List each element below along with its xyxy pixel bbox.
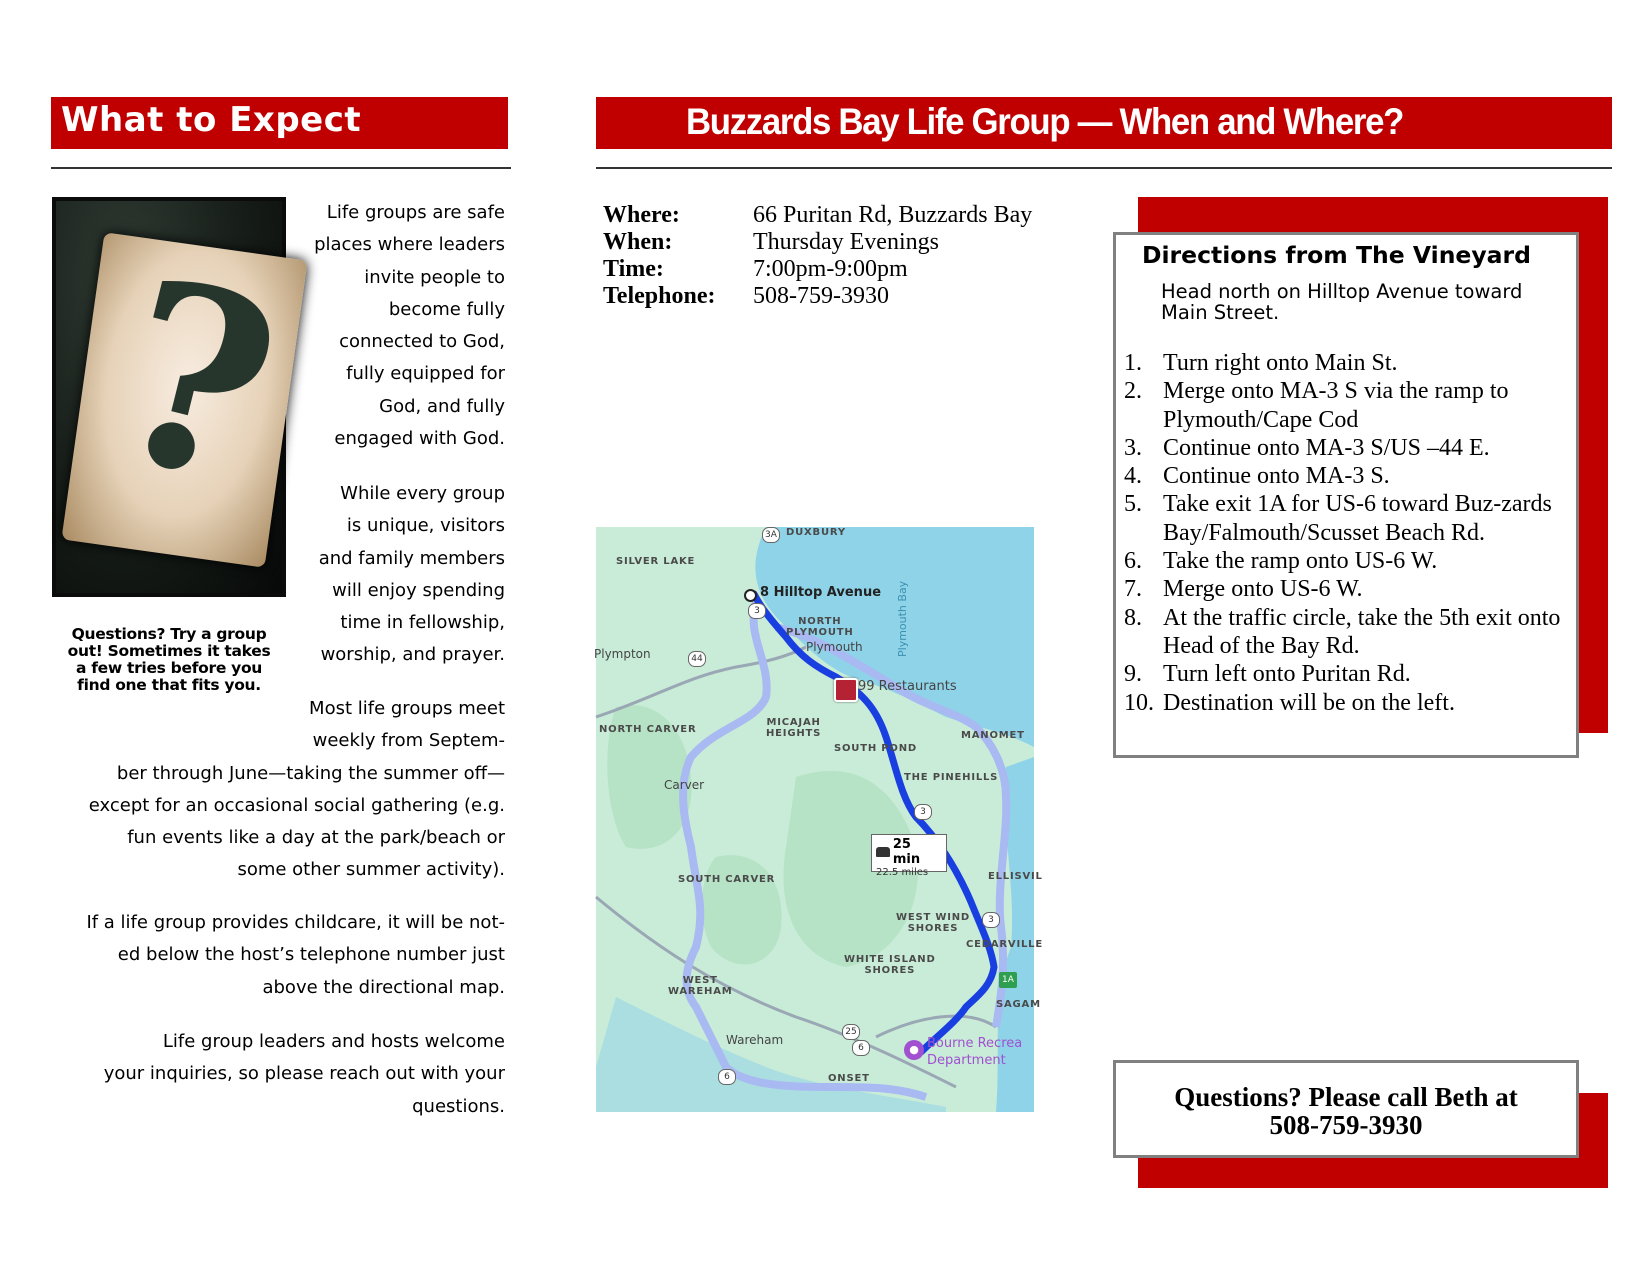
recreation-marker-icon[interactable]: ● xyxy=(904,1040,924,1060)
step-text: Merge onto US-6 W. xyxy=(1163,576,1363,603)
origin-label: 8 Hilltop Avenue xyxy=(760,585,882,600)
info-value: 508-759-3930 xyxy=(753,283,889,309)
paragraph-schedule xyxy=(89,693,505,887)
step-number: 4. xyxy=(1124,463,1142,490)
paragraph-intro xyxy=(314,197,505,455)
direction-step xyxy=(1124,434,1574,462)
destination-label[interactable] xyxy=(927,1035,1022,1069)
step-text: Destination will be on the left. xyxy=(1163,689,1455,716)
direction-step xyxy=(1124,660,1574,688)
exit-1a-sign-icon: 1A xyxy=(999,972,1017,988)
step-number: 5. xyxy=(1124,491,1142,518)
info-row-time xyxy=(603,256,1032,283)
direction-step xyxy=(1124,377,1574,434)
step-text: Continue onto MA-3 S. xyxy=(1163,463,1390,490)
direction-step xyxy=(1124,689,1574,717)
text-line: questions. xyxy=(412,1095,505,1117)
step-number: 9. xyxy=(1124,661,1142,688)
text-line: While every group xyxy=(340,483,505,504)
question-mark-image xyxy=(52,197,303,597)
step-number: 7. xyxy=(1124,576,1142,603)
when-where-banner xyxy=(596,97,1612,149)
text-line: above the directional map. xyxy=(262,976,505,998)
paragraph-unique xyxy=(319,478,505,672)
eta-time: 25 min xyxy=(892,837,921,867)
map-label: MICAJAH HEIGHTS xyxy=(766,717,822,739)
map-label: WEST WAREHAM xyxy=(668,975,733,997)
caption-line: find one that fits you. xyxy=(77,676,261,694)
text-line: fun events like a day at the park/beach or xyxy=(127,827,505,849)
direction-step xyxy=(1124,575,1574,603)
text-line: Life group leaders and hosts welcome xyxy=(162,1031,505,1052)
step-text: At the traffic circle, take the 5th exit onto Head of the Bay Rd. xyxy=(1163,604,1561,659)
restaurant-marker-icon[interactable] xyxy=(834,678,858,702)
questions-callout xyxy=(1113,1060,1579,1158)
text-line: ber through June—taking the summer off— xyxy=(116,762,505,784)
info-value: 66 Puritan Rd, Buzzards Bay xyxy=(753,202,1033,228)
map-water xyxy=(596,997,946,1112)
text-line: and family members xyxy=(318,547,505,569)
map-label: SOUTH CARVER xyxy=(678,874,776,885)
eta-callout[interactable] xyxy=(871,834,947,878)
text-line: engaged with God. xyxy=(334,428,505,450)
map-graphic xyxy=(596,527,1034,1112)
directions-list xyxy=(1124,349,1574,717)
map-label: SILVER LAKE xyxy=(616,556,696,567)
text-line: is unique, visitors xyxy=(346,515,505,537)
info-row-telephone xyxy=(603,283,1032,310)
info-label: Time: xyxy=(603,256,664,282)
directions-box xyxy=(1113,232,1579,758)
map-label: THE PINEHILLS xyxy=(904,772,999,783)
text-line: some other summer activity). xyxy=(237,859,505,881)
photo-caption xyxy=(52,626,286,694)
map-label: CEDARVILLE xyxy=(966,939,1043,950)
map-label: WEST WIND SHORES xyxy=(896,912,970,934)
map-label: DUXBURY xyxy=(786,527,846,538)
what-to-expect-banner xyxy=(51,97,508,149)
meeting-info xyxy=(603,202,1032,310)
map-label: NORTH CARVER xyxy=(599,724,697,735)
map-label: NORTH PLYMOUTH xyxy=(786,616,854,638)
text-line: connected to God, xyxy=(339,331,505,353)
directions-map[interactable] xyxy=(594,527,1043,1112)
map-forest xyxy=(702,855,782,964)
map-label: Wareham xyxy=(726,1033,784,1047)
step-text: Merge onto MA-3 S via the ramp to Plymouth/Cape Cod xyxy=(1163,378,1509,433)
left-divider xyxy=(51,167,511,169)
question-mark-icon: ? xyxy=(89,221,303,542)
map-label: ELLISVIL xyxy=(988,871,1043,882)
map-label: Plympton xyxy=(594,647,651,661)
paragraph-childcare xyxy=(86,907,505,1004)
direction-step xyxy=(1124,349,1574,377)
step-number: 2. xyxy=(1124,378,1142,405)
map-label: ONSET xyxy=(828,1073,870,1084)
step-text: Turn left onto Puritan Rd. xyxy=(1163,661,1411,688)
map-label: SOUTH POND xyxy=(834,743,917,754)
text-line: fully equipped for xyxy=(346,363,505,385)
text-line: will enjoy spending xyxy=(332,579,505,601)
text-line: time in fellowship, xyxy=(340,612,505,634)
route-6-shield-icon: 6 xyxy=(852,1040,870,1056)
text-line: your inquiries, so please reach out with your xyxy=(103,1063,505,1085)
direction-step xyxy=(1124,604,1574,661)
map-label: Carver xyxy=(664,778,705,792)
step-number: 3. xyxy=(1124,434,1142,461)
paragraph-inquiries xyxy=(104,1026,505,1123)
text-line: God, and fully xyxy=(379,395,505,417)
destination-label-line: Department xyxy=(927,1053,1006,1068)
map-label: Plymouth xyxy=(806,640,863,654)
water-label: Plymouth Bay xyxy=(896,580,909,657)
step-text: Take the ramp onto US-6 W. xyxy=(1163,548,1438,575)
when-where-heading: Buzzards Bay Life Group — When and Where? xyxy=(686,101,1404,142)
step-text: Continue onto MA-3 S/US –44 E. xyxy=(1163,434,1490,461)
text-line: worship, and prayer. xyxy=(320,644,505,666)
text-line: ed below the host’s telephone number just xyxy=(117,944,505,966)
info-value: 7:00pm-9:00pm xyxy=(753,256,908,282)
map-label: WHITE ISLAND SHORES xyxy=(844,954,936,976)
map-label: MANOMET xyxy=(961,730,1025,741)
step-text: Turn right onto Main St. xyxy=(1163,350,1398,376)
text-line: Life groups are safe xyxy=(326,202,505,223)
info-row-when xyxy=(603,229,1032,256)
route-3-shield-icon: 3 xyxy=(748,603,766,619)
eta-distance: 22.5 miles xyxy=(876,867,929,878)
caption-line: out! Sometimes it takes xyxy=(67,642,271,660)
step-number: 8. xyxy=(1124,604,1142,631)
direction-step xyxy=(1124,490,1574,547)
text-line: except for an occasional social gathering (e.g. xyxy=(88,794,505,816)
directions-intro: Head north on Hilltop Avenue toward Main Street. xyxy=(1161,280,1523,324)
route-25-shield-icon: 25 xyxy=(842,1024,860,1040)
right-divider xyxy=(596,167,1612,169)
direction-step xyxy=(1124,547,1574,575)
text-line: become fully xyxy=(388,298,505,320)
route-3-shield-icon: 3 xyxy=(982,912,1000,928)
text-line: If a life group provides childcare, it will be not- xyxy=(86,912,505,933)
info-value: Thursday Evenings xyxy=(753,229,939,255)
info-row-where xyxy=(603,202,1032,229)
questions-phone: 508-759-3930 xyxy=(1269,1110,1423,1140)
direction-step xyxy=(1124,462,1574,490)
text-line: Most life groups meet xyxy=(309,698,505,719)
route-6-shield-icon: 6 xyxy=(718,1069,736,1085)
what-to-expect-heading: What to Expect xyxy=(61,100,362,140)
info-label: Telephone: xyxy=(603,283,716,309)
destination-label-line: Bourne Recrea xyxy=(927,1036,1023,1051)
route-3-shield-icon: 3 xyxy=(914,804,932,820)
text-line: weekly from Septem- xyxy=(312,730,505,752)
origin-marker-icon[interactable] xyxy=(744,589,757,602)
caption-line: a few tries before you xyxy=(75,659,263,677)
directions-title: Directions from The Vineyard xyxy=(1142,241,1531,269)
step-number: 6. xyxy=(1124,548,1142,575)
restaurant-label[interactable]: 99 Restaurants xyxy=(858,679,957,694)
text-line: invite people to xyxy=(364,266,505,288)
step-number: 1. xyxy=(1124,350,1142,376)
step-number: 10. xyxy=(1124,689,1154,716)
step-text: Take exit 1A for US-6 toward Buz-zards Bay/Falmouth/Scusset Beach Rd. xyxy=(1163,491,1552,546)
map-label: SAGAM xyxy=(996,999,1041,1010)
route-44-shield-icon: 44 xyxy=(688,651,706,667)
info-label: When: xyxy=(603,229,673,255)
route-3a-shield-icon: 3A xyxy=(762,527,780,543)
text-line: places where leaders xyxy=(314,234,505,256)
info-label: Where: xyxy=(603,202,680,228)
car-icon xyxy=(876,847,890,857)
caption-line: Questions? Try a group xyxy=(71,625,267,643)
questions-text: Questions? Please call Beth at xyxy=(1174,1082,1518,1112)
